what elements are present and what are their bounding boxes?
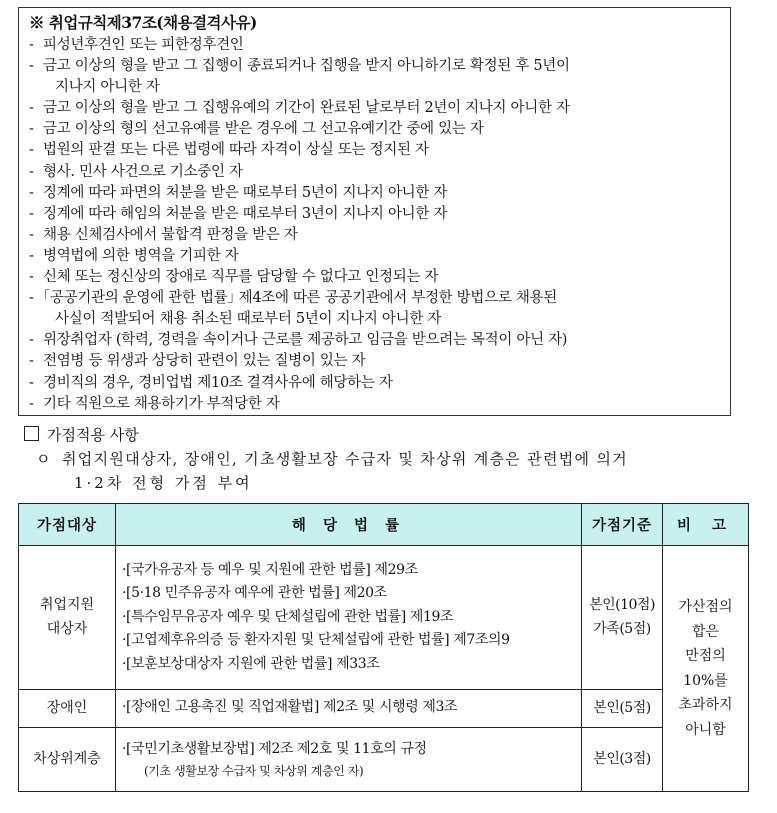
table-header-row [19,504,749,546]
list-item: - 채용 신체검사에서 불합격 판정을 받은 자 [29,226,298,243]
header-standard: 가점기준 [582,504,663,546]
standard-cell: 본인(3점) [582,727,663,791]
header-law: 해 당 법 률 [116,504,582,546]
header-target: 가점대상 [19,504,116,546]
law-cell: ·[국가유공자 등 예우 및 지원에 관한 법률] 제29조 ·[5·18 민주유공자 예우에 관한 법률] 제20조 ·[특수임무유공자 예우 및 단체설립에 관한 법률] 제19조 ·[고엽제후유의증 등 환자지원 및 단체설립에 관한 법률] 제7조의9 ·[보훈보상대상자 지원에 관한 법률] 제33조 [116,546,582,690]
list-item: - 경비직의 경우, 경비업법 제10조 결격사유에 해당하는 자 [29,374,393,391]
list-item: - ｢공공기관의 운영에 관한 법률｣ 제4조에 따른 공공기관에서 부정한 방법으로 채용된 사실이 적발되어 채용 취소된 때로부터 5년이 지나지 아니한 자 [29,290,557,328]
list-item: - 신체 또는 정신상의 장애로 직무를 담당할 수 없다고 인정되는 자 [29,269,439,286]
bonus-points-table [18,503,749,792]
target-cell: 차상위계층 [19,727,116,791]
disqualification-rule-box [18,7,731,416]
list-item: - 전염병 등 위생과 상당히 관련이 있는 질병이 있는 자 [29,353,366,370]
list-item: - 징계에 따라 파면의 처분을 받은 때로부터 5년이 지나지 아니한 자 [29,184,448,201]
law-cell: ·[국민기초생활보장법] 제2조 제2호 및 11호의 규정 (기초 생활보장 수급자 및 차상위 계층인 자) [116,727,582,791]
bonus-body-line2: 1·2차 전형 가점 부여 [74,474,253,492]
bonus-body-line1: 취업지원대상자, 장애인, 기초생활보장 수급자 및 차상위 계층은 관련법에 의거 [62,450,628,468]
bonus-section-body [36,447,752,495]
list-item: - 금고 이상의 형을 받고 그 집행이 종료되거나 집행을 받지 아니하기로 확정된 후 5년이 지나지 아니한 자 [29,58,570,96]
table-row [19,689,749,727]
list-item: - 기타 직원으로 채용하기가 부적당한 자 [29,395,280,412]
list-item: - 형사. 민사 사건으로 기소중인 자 [29,163,243,180]
note-cell: 가산점의 합은 만점의 10%를 초과하지 아니함 [663,546,749,792]
standard-cell: 본인(10점) 가족(5점) [582,546,663,690]
standard-cell: 본인(5점) [582,689,663,727]
table-row [19,727,749,791]
circle-bullet: ㅇ [36,450,52,468]
header-note: 비 고 [663,504,749,546]
list-item: - 병역법에 의한 병역을 기피한 자 [29,247,239,264]
table-row [19,546,749,690]
list-item: - 금고 이상의 형의 선고유예를 받은 경우에 그 선고유예기간 중에 있는 자 [29,121,484,138]
list-item: - 법원의 판결 또는 다른 법령에 따라 자격이 상실 또는 정지된 자 [29,142,429,159]
list-item: - 징계에 따라 해임의 처분을 받은 때로부터 3년이 지나지 아니한 자 [29,205,448,222]
law-sub-note: (기초 생활보장 수급자 및 차상위 계층인 자) [144,764,364,779]
law-cell: ·[장애인 고용촉진 및 직업재활법] 제2조 및 시행령 제3조 [116,689,582,727]
target-cell: 취업지원 대상자 [19,546,116,690]
list-item: - 위장취업자 (학력, 경력을 속이거나 근로를 제공하고 임금을 받으려는 목적이 아닌 자) [29,332,568,349]
list-item: - 금고 이상의 형을 받고 그 집행유예의 기간이 완료된 날로부터 2년이 지나지 아니한 자 [29,100,570,117]
bonus-section-heading: 가점적용 사항 [24,424,139,446]
square-bullet-icon [24,426,39,441]
disqualification-list [29,35,730,415]
target-cell: 장애인 [19,689,116,727]
list-item: - 피성년후견인 또는 피한정후견인 [29,37,244,53]
rule-box-title: ※ 취업규칙제37조(채용결격사유) [29,13,257,32]
